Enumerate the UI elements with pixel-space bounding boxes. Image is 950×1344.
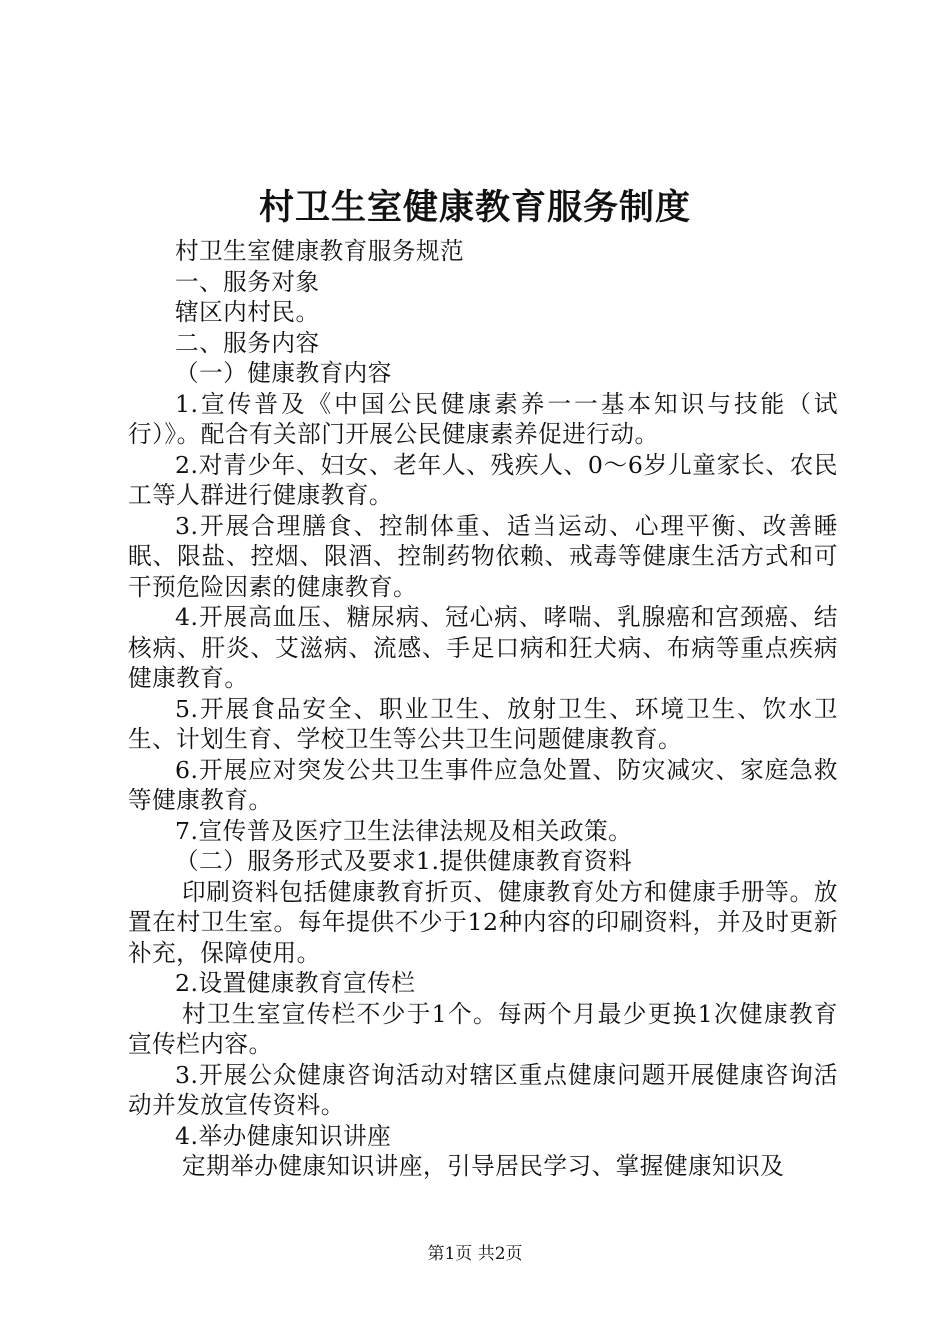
paragraph: 3.开展公众健康咨询活动对辖区重点健康问题开展健康咨询活动并发放宣传资料。 — [128, 1060, 838, 1119]
paragraph: 5.开展食品安全、职业卫生、放射卫生、环境卫生、饮水卫生、计划生育、学校卫生等公共卫生问题健康教育。 — [128, 694, 838, 753]
paragraph: 6.开展应对突发公共卫生事件应急处置、防灾减灾、家庭急救等健康教育。 — [128, 755, 838, 814]
paragraph: 印刷资料包括健康教育折页、健康教育处方和健康手册等。放置在村卫生室。每年提供不少于12种内容的印刷资料，并及时更新补充，保障使用。 — [128, 877, 838, 967]
paragraph: 2.对青少年、妇女、老年人、残疾人、0～6岁儿童家长、农民工等人群进行健康教育。 — [128, 450, 838, 509]
paragraph: 二、服务内容 — [175, 328, 320, 357]
paragraph: 村卫生室健康教育服务规范 — [175, 237, 465, 265]
paragraph: 定期举办健康知识讲座，引导居民学习、掌握健康知识及 — [182, 1152, 785, 1180]
paragraph: （二）服务形式及要求1.提供健康教育资料 — [175, 847, 633, 875]
page-footer: 第1页 共2页 — [427, 1244, 523, 1264]
document-title: 村卫生室健康教育服务制度 — [258, 188, 691, 228]
paragraph: 一、服务对象 — [175, 267, 320, 296]
paragraph: 1.宣传普及《中国公民健康素养一一基本知识与技能（试行）》。配合有关部门开展公民健康素养促进行动。 — [128, 389, 838, 448]
paragraph: 3.开展合理膳食、控制体重、适当运动、心理平衡、改善睡眠、限盐、控烟、限酒、控制药物依赖、戒毒等健康生活方式和可干预危险因素的健康教育。 — [128, 511, 838, 601]
paragraph: 村卫生室宣传栏不少于1个。每两个月最少更换1次健康教育宣传栏内容。 — [128, 999, 838, 1058]
paragraph: 7.宣传普及医疗卫生法律法规及相关政策。 — [175, 816, 633, 845]
document-body — [128, 236, 838, 1182]
paragraph: 2.设置健康教育宣传栏 — [175, 969, 416, 997]
paragraph: 4.举办健康知识讲座 — [175, 1121, 392, 1150]
paragraph: （一）健康教育内容 — [175, 359, 392, 387]
paragraph: 辖区内村民。 — [175, 298, 320, 326]
paragraph: 4.开展高血压、糖尿病、冠心病、哮喘、乳腺癌和宫颈癌、结核病、肝炎、艾滋病、流感、手足口病和狂犬病、布病等重点疾病健康教育。 — [128, 603, 838, 692]
